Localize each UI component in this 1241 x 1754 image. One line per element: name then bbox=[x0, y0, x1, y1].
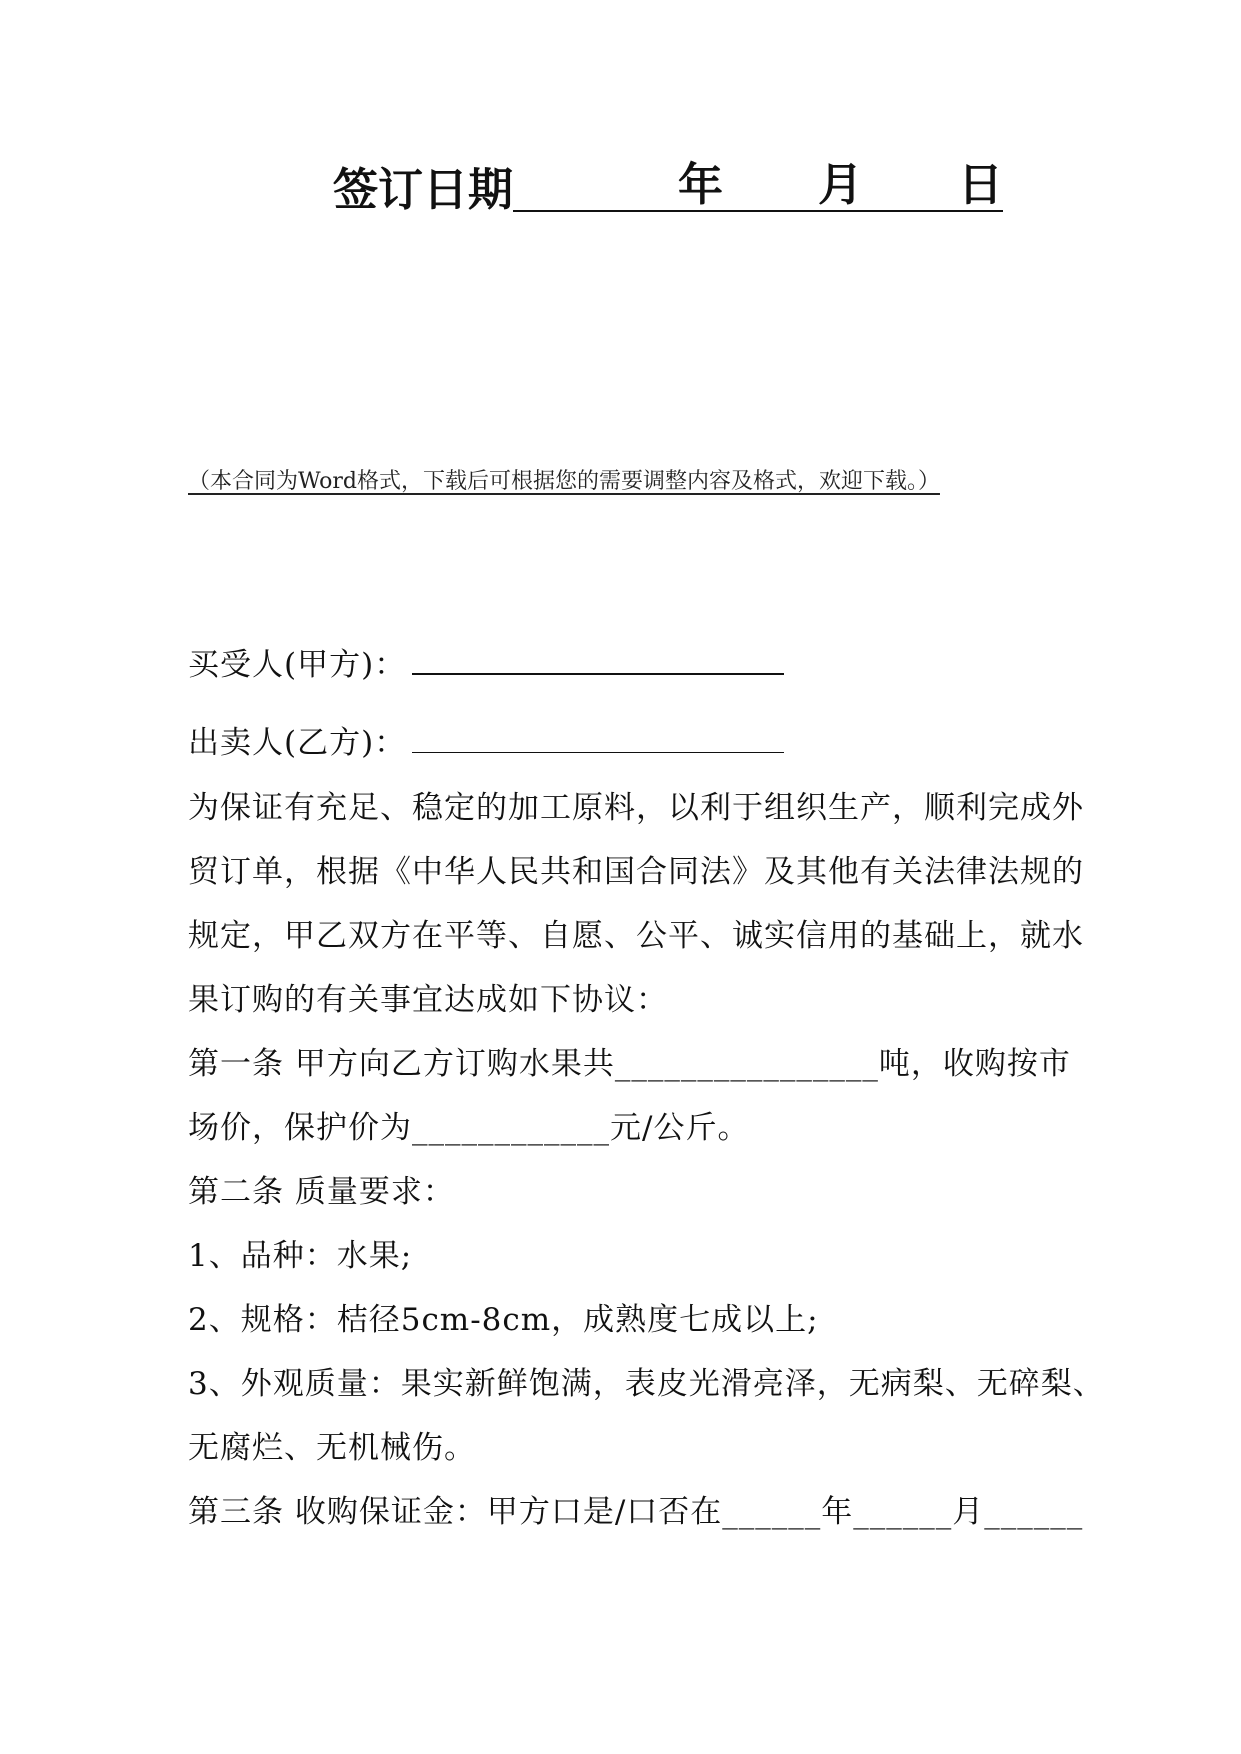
clause-2-item: 无腐烂、无机械伤。 bbox=[188, 1430, 476, 1466]
signing-date-day: 日 bbox=[863, 162, 1003, 212]
buyer-blank bbox=[412, 643, 784, 675]
clause-2-item: 3、外观质量：果实新鲜饱满，表皮光滑亮泽，无病梨、无碎梨、 bbox=[188, 1366, 1105, 1402]
clause-3-line: 第三条 收购保证金：甲方口是/口否在______年______月______ bbox=[188, 1494, 1084, 1530]
body-line: 果订购的有关事宜达成如下协议： bbox=[188, 982, 668, 1018]
seller-label: 出卖人(乙方)： bbox=[188, 725, 407, 761]
clause-1-line: 第一条 甲方向乙方订购水果共________________吨，收购按市 bbox=[188, 1046, 1071, 1082]
seller-line bbox=[188, 722, 784, 763]
signing-date-month: 月 bbox=[723, 162, 863, 212]
clause-1-line: 场价，保护价为____________元/公斤。 bbox=[188, 1110, 750, 1146]
clause-2-heading: 第二条 质量要求： bbox=[188, 1174, 455, 1210]
body-line: 为保证有充足、稳定的加工原料，以利于组织生产，顺利完成外 bbox=[188, 790, 1084, 826]
signing-date-label: 签订日期 bbox=[333, 163, 514, 216]
signing-date-title bbox=[333, 150, 1004, 216]
clause-2-item: 1、品种：水果; bbox=[188, 1238, 413, 1274]
seller-blank bbox=[412, 722, 784, 753]
buyer-line bbox=[188, 643, 784, 685]
buyer-label: 买受人(甲方)： bbox=[188, 647, 407, 683]
clause-2-item: 2、规格：桔径5cm-8cm，成熟度七成以上; bbox=[188, 1302, 819, 1338]
signing-date-year: 年 bbox=[513, 162, 723, 212]
body-line: 贸订单，根据《中华人民共和国合同法》及其他有关法律法规的 bbox=[188, 854, 1084, 890]
word-format-note: （本合同为Word格式，下载后可根据您的需要调整内容及格式，欢迎下载。） bbox=[188, 469, 940, 494]
body-line: 规定，甲乙双方在平等、自愿、公平、诚实信用的基础上，就水 bbox=[188, 918, 1084, 954]
